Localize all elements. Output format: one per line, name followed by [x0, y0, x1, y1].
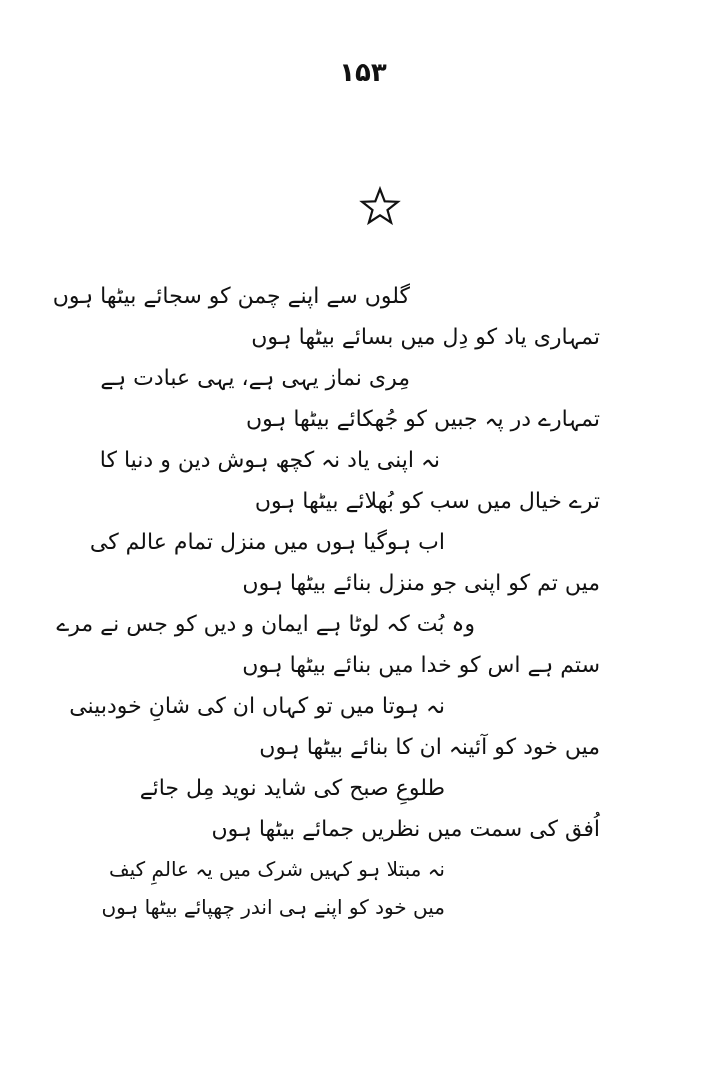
poem-line: اب ہوگیا ہوں میں منزل تمام عالم کی: [89, 530, 445, 555]
poem-line: گلوں سے اپنے چمن کو سجائے بیٹھا ہوں: [52, 284, 410, 309]
poem-line: تمہارے در پہ جبیں کو جُھکائے بیٹھا ہوں: [245, 407, 600, 432]
poem: [52, 276, 600, 926]
poem-line: ستم ہے اس کو خدا میں بنائے بیٹھا ہوں: [242, 653, 600, 678]
poem-line: نہ اپنی یاد نہ کچھ ہوش دین و دنیا کا: [99, 448, 440, 473]
poem-line: تمہاری یاد کو دِل میں بسائے بیٹھا ہوں: [251, 325, 600, 350]
page-number: ۱۵۳: [339, 58, 387, 88]
poem-line: میں خود کو آئینہ ان کا بنائے بیٹھا ہوں: [259, 735, 600, 760]
poem-line: طلوعِ صبح کی شاید نوید مِل جائے: [139, 776, 445, 801]
poem-line: ترے خیال میں سب کو بُھلائے بیٹھا ہوں: [254, 489, 600, 514]
poem-line: میں تم کو اپنی جو منزل بنائے بیٹھا ہوں: [242, 571, 600, 596]
poem-line: نہ ہوتا میں تو کہاں ان کی شانِ خودبینی: [69, 694, 445, 719]
poem-line: مِری نماز یہی ہے، یہی عبادت ہے: [100, 366, 410, 391]
poem-line: نہ مبتلا ہو کہیں شرک میں یہ عالمِ کیف: [108, 857, 445, 881]
star-icon: [360, 186, 400, 226]
poem-line: اُفق کی سمت میں نظریں جمائے بیٹھا ہوں: [211, 817, 600, 842]
poem-line: میں خود کو اپنے ہی اندر چھپائے بیٹھا ہوں: [101, 895, 445, 919]
poem-line: وہ بُت کہ لوٹا ہے ایمان و دیں کو جس نے مرے: [56, 612, 475, 637]
